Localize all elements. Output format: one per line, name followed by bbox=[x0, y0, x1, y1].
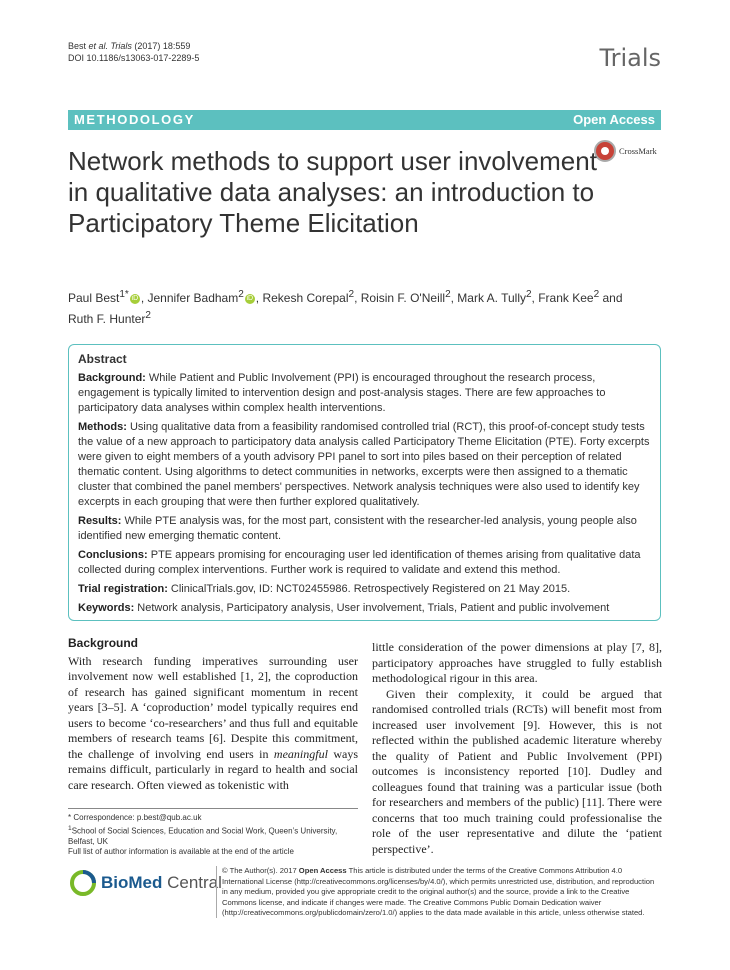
author-affiliation-sup: 2 bbox=[445, 289, 451, 300]
abstract-keywords bbox=[78, 601, 651, 616]
full-list-note: Full list of author information is available at the end of the article bbox=[68, 847, 294, 857]
author-affiliation-sup: 2 bbox=[593, 289, 600, 300]
correspondence: * Correspondence: p.best@qub.ac.uk bbox=[68, 813, 202, 822]
body-paragraph: little consideration of the power dimensions at play [7, 8], participatory approaches have struggled to fully establish methodological rigour in this area. bbox=[372, 640, 662, 685]
open-access-label: Open Access bbox=[573, 112, 655, 127]
affiliation-text: School of Social Sciences, Education and Social Work, Queen’s University, Belfast, UK bbox=[68, 826, 338, 846]
background-heading: Background bbox=[68, 636, 139, 650]
author-name-text: Roisin F. O'Neill bbox=[360, 291, 446, 305]
citation-rest: (2017) 18:559 bbox=[131, 41, 191, 51]
author-name-text: Ruth F. Hunter bbox=[68, 312, 146, 326]
abstract-methods-label: Methods: bbox=[78, 421, 127, 433]
abstract-results-label: Results: bbox=[78, 515, 122, 527]
abstract-results bbox=[78, 514, 651, 544]
biomed-central-wordmark bbox=[101, 873, 222, 893]
author-name[interactable] bbox=[68, 312, 151, 326]
logo-bold: BioMed bbox=[101, 873, 163, 892]
abstract-trial-text: ClinicalTrials.gov, ID: NCT02455986. Retrospectively Registered on 21 May 2015. bbox=[167, 583, 571, 595]
footnote-divider bbox=[68, 808, 358, 809]
author-affiliation-sup: 2 bbox=[525, 289, 532, 300]
citation bbox=[68, 40, 199, 52]
abstract-heading: Abstract bbox=[78, 352, 127, 366]
abstract-results-text: While PTE analysis was, for the most part, consistent with the researcher-led analysis, young people also identified new emerging thematic content. bbox=[78, 515, 637, 542]
affiliation bbox=[68, 824, 358, 848]
author-name[interactable] bbox=[262, 291, 354, 305]
abstract-trial-registration bbox=[78, 582, 651, 597]
abstract-methods-text: Using qualitative data from a feasibility randomised controlled trial (RCT), this proof-of-concept study tests the value of a new approach to participatory data analysis called Participatory Theme Elicitation (PTE). Forty excerpts were given to eight members of a youth advisory PPI panel to sort into piles based on their perception of related thematic content. Using algorithms to detect communities in networks, excerpts were then assigned to a thematic cluster that combined the panel members' perspectives. Network analysis techniques were also used to identify key excerpts in each grouping that were then further explored qualitatively. bbox=[78, 421, 650, 508]
doi[interactable]: DOI 10.1186/s13063-017-2289-5 bbox=[68, 53, 200, 63]
logo-rest: Central bbox=[162, 873, 222, 892]
author-name-text: Jennifer Badham bbox=[147, 291, 239, 305]
body-column-left bbox=[68, 636, 358, 793]
author-name[interactable] bbox=[538, 291, 599, 305]
license-body: This article is distributed under the terms of the Creative Commons Attribution 4.0 International License (http://creativecommons.org/licenses/by/4.0/), which permits unrestricted use, distribution, and reproduction in any medium, provided you give appropriate credit to the original author(s) and the source, provide a link to the Creative Commons license, and indicate if changes were made. The Creative Commons Public Domain Dedication waiver (http://creativecommons.org/publicdomain/zero/1.0/) applies to the data made available in this article, unless otherwise stated. bbox=[222, 866, 655, 917]
body-column-right bbox=[372, 640, 662, 857]
biomed-central-logo[interactable] bbox=[70, 868, 222, 900]
biomed-central-logo-icon bbox=[70, 870, 96, 896]
license-open-access: Open Access bbox=[298, 866, 347, 875]
body-paragraph: Given their complexity, it could be argued that randomised controlled trials (RCTs) will benefit most from increased user involvement [9]. However, this is not reflected within the published academic literature whereby the quality of Patient and Public Involvement (PPI) outcomes is inconsistency reported [10]. Dudley and colleagues found that training was a particular issue (both for researchers and members of the public) [11]. There were concerns that too much training could professionalise the role of the user representative and dilute the ‘patient perspective’. bbox=[372, 686, 662, 856]
crossmark-label: CrossMark bbox=[619, 146, 657, 156]
citation-journal: Trials bbox=[110, 41, 132, 51]
journal-name: Trials bbox=[599, 44, 661, 72]
author-affiliation-sup: 2 bbox=[348, 289, 355, 300]
author-name-text: Rekesh Corepal bbox=[262, 291, 349, 305]
author-name-text: Mark A. Tully bbox=[457, 291, 526, 305]
abstract-background bbox=[78, 371, 651, 416]
body-emphasis: meaningful bbox=[273, 746, 328, 761]
license-copyright: © The Author(s). 2017 bbox=[222, 866, 299, 875]
author-name-text: Paul Best bbox=[68, 291, 120, 305]
abstract-keywords-text: Network analysis, Participatory analysis, User involvement, Trials, Patient and public involvement bbox=[134, 602, 610, 614]
author-name[interactable] bbox=[361, 291, 451, 305]
orcid-icon[interactable]: iD bbox=[131, 294, 139, 302]
abstract-background-label: Background: bbox=[78, 372, 146, 384]
footnotes bbox=[68, 813, 358, 858]
citation-authors: Best bbox=[68, 41, 89, 51]
abstract-conclusions-label: Conclusions: bbox=[78, 549, 148, 561]
abstract-box bbox=[68, 344, 661, 621]
author-name[interactable] bbox=[68, 291, 141, 305]
citation-etal: et al. bbox=[88, 41, 109, 51]
abstract-keywords-label: Keywords: bbox=[78, 602, 135, 614]
body-paragraph bbox=[68, 654, 358, 794]
abstract-background-text: While Patient and Public Involvement (PPI) is encouraged throughout the research process, engagement is typically limited to intervention design and post-analysis stages. There are few approaches to participatory data analyses within complex health interventions. bbox=[78, 372, 606, 414]
section-label: METHODOLOGY bbox=[74, 112, 195, 127]
author-name-text: Frank Kee bbox=[538, 291, 594, 305]
footer-divider bbox=[216, 866, 217, 918]
section-banner bbox=[68, 110, 661, 130]
abstract-conclusions bbox=[78, 548, 651, 578]
body-text: ways remains difficult, particularly in regard to health and social care research. Often viewed as tokenistic with bbox=[68, 746, 358, 792]
body-text: With research funding imperatives surrounding user involvement now well established [1, 2], the coproduction of research has gained significant momentum in recent years [3–5]. A ‘coproduction’ model typically requires end users to become ‘co-researchers’ and thus full and equitable members of research teams [6]. Despite this commitment, the challenge of involving end users in bbox=[68, 653, 358, 761]
orcid-icon[interactable]: iD bbox=[246, 294, 254, 302]
abstract-conclusions-text: PTE appears promising for encouraging user led identification of themes arising from qualitative data collected during complex interventions. Further work is required to validate and extend this method. bbox=[78, 549, 641, 576]
crossmark-button[interactable] bbox=[594, 140, 660, 164]
abstract-trial-label: Trial registration: bbox=[78, 583, 168, 595]
author-affiliation-sup: 2 bbox=[145, 310, 151, 321]
author-affiliation-sup: 1* bbox=[119, 289, 129, 300]
author-name[interactable] bbox=[148, 291, 256, 305]
article-title: Network methods to support user involvement in qualitative data analyses: an introduction to Participatory Theme Elicitation bbox=[68, 146, 597, 238]
license-text bbox=[222, 866, 662, 919]
author-list: Paul Best$^{1*}$ iD , Jennifer Badham$^2$ iD , Rekesh Corepal$^2$, Roisin F. O'Neill$^2$, Mark A. Tully$^2$, Frank Kee$^2$ and Ruth F. Hunter$^2$ bbox=[68, 289, 623, 326]
affiliation-sup: 1 bbox=[68, 824, 72, 832]
author-name[interactable] bbox=[457, 291, 531, 305]
citation-line bbox=[68, 40, 199, 64]
author-affiliation-sup: 2 bbox=[238, 289, 244, 300]
abstract-methods bbox=[78, 420, 651, 510]
